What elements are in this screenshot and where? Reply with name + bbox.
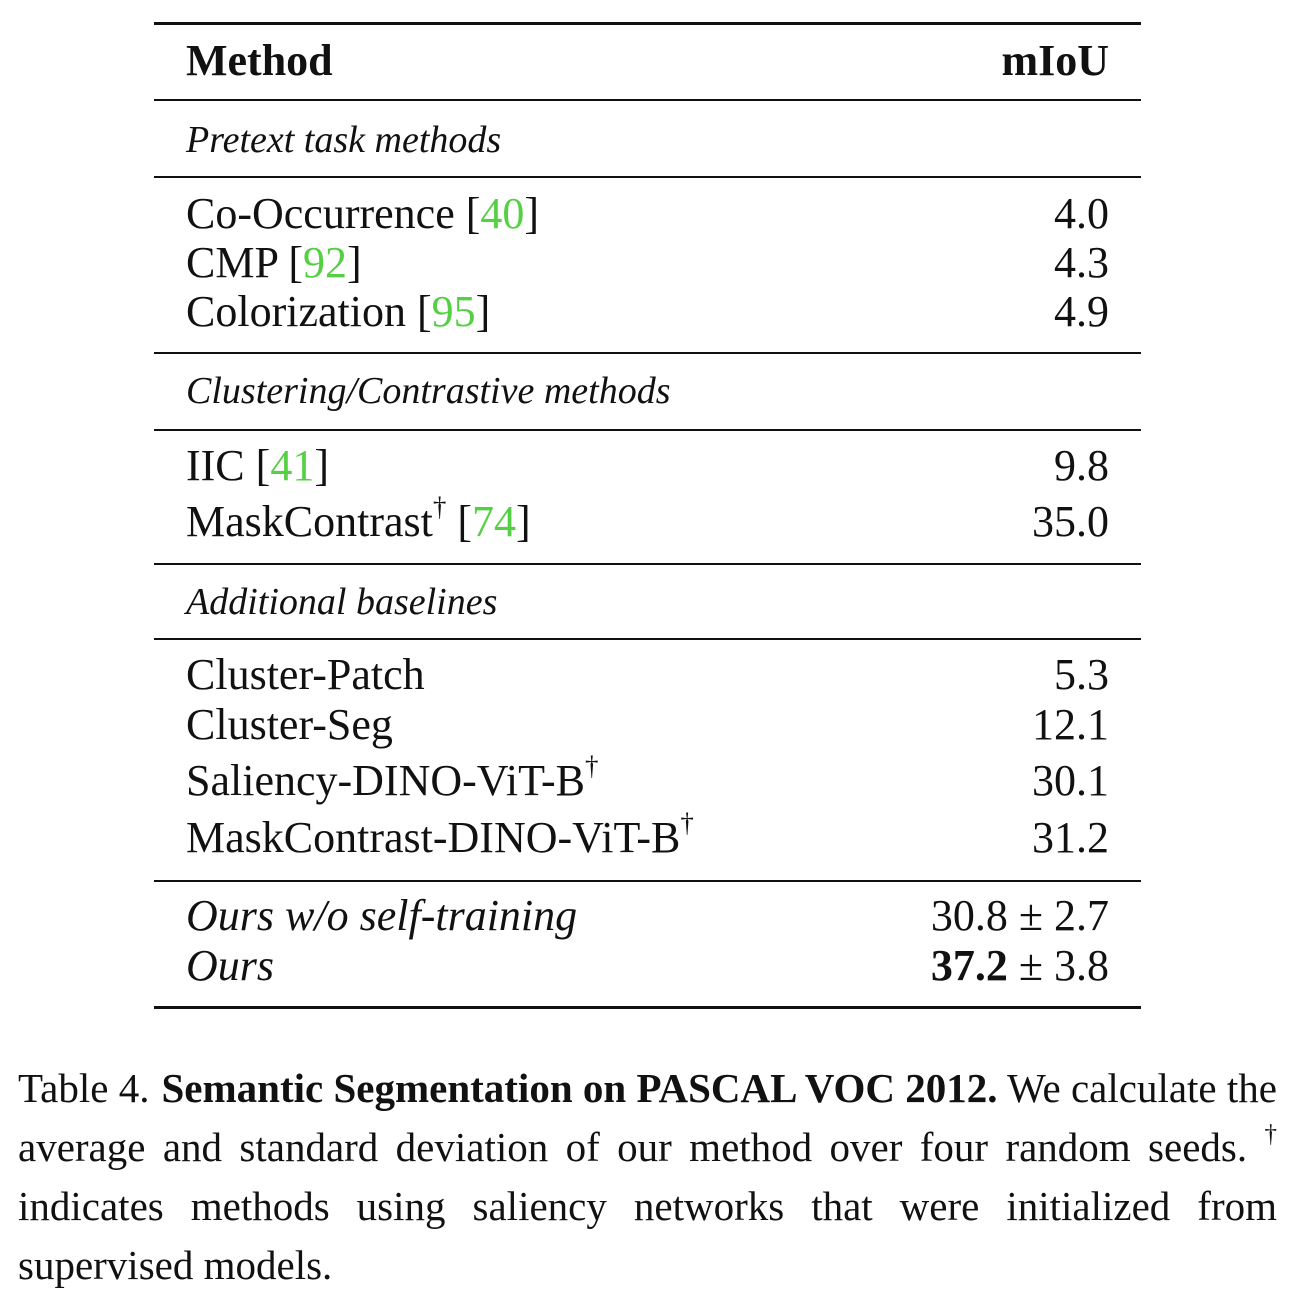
miou-value: 31.2 xyxy=(1032,813,1109,862)
group-title-pretext: Pretext task methods xyxy=(186,119,502,161)
method-name xyxy=(186,751,599,806)
ours-top-rule xyxy=(154,880,1141,882)
group-2-rule xyxy=(154,429,1141,431)
dagger-mark: † xyxy=(680,808,694,839)
header-rule xyxy=(154,99,1141,101)
method-name: Co-Occurrence [40] xyxy=(186,189,540,238)
method-label: Colorization xyxy=(186,287,406,336)
dagger-mark: † xyxy=(432,492,447,523)
method-name: Colorization [95] xyxy=(186,287,491,336)
citation-link[interactable]: 95 xyxy=(431,287,476,336)
miou-value: 35.0 xyxy=(1032,497,1109,546)
method-name: Cluster-Patch xyxy=(186,650,425,699)
method-label: MaskContrast xyxy=(186,497,433,546)
group-3-top-rule xyxy=(154,563,1141,565)
miou-value: 4.3 xyxy=(1054,238,1109,287)
ours-no-self-training-name: Ours w/o self-training xyxy=(186,891,578,940)
method-name xyxy=(186,808,694,863)
group-2-top-rule xyxy=(154,352,1141,354)
caption-title: Semantic Segmentation on PASCAL VOC 2012. xyxy=(161,1065,998,1111)
miou-std: ± 3.8 xyxy=(1007,941,1109,990)
ours-no-self-training-value xyxy=(931,891,1109,941)
group-title-clustering: Clustering/Contrastive methods xyxy=(186,370,671,412)
miou-std: ± 2.7 xyxy=(1007,891,1109,940)
caption-dagger: † xyxy=(1264,1121,1277,1149)
miou-mean: 30.8 xyxy=(930,891,1008,940)
citation-link[interactable]: 40 xyxy=(480,189,525,238)
method-name: MaskContrast† [74] xyxy=(186,492,531,546)
method-label: MaskContrast-DINO-ViT-B xyxy=(186,813,681,862)
method-label: Saliency-DINO-ViT-B xyxy=(186,756,585,805)
miou-value: 5.3 xyxy=(1054,650,1109,699)
dagger-mark: † xyxy=(585,751,599,782)
citation-link[interactable]: 41 xyxy=(270,441,315,490)
column-header-miou: mIoU xyxy=(1001,36,1109,85)
miou-value: 9.8 xyxy=(1054,441,1109,490)
citation-link[interactable]: 92 xyxy=(302,238,347,287)
citation-link[interactable]: 74 xyxy=(472,497,517,546)
miou-value: 4.0 xyxy=(1054,189,1109,238)
method-name: IIC [41] xyxy=(186,441,329,490)
miou-value: 4.9 xyxy=(1054,287,1109,336)
top-rule xyxy=(154,22,1141,25)
method-label: CMP xyxy=(186,238,278,287)
caption-text: We calculate the average and standard deviation of our method over four random seeds. xyxy=(18,1065,1277,1170)
miou-mean-best: 37.2 xyxy=(930,941,1008,990)
miou-value: 30.1 xyxy=(1032,756,1109,805)
method-name: CMP [92] xyxy=(186,238,362,287)
method-label: IIC xyxy=(186,441,245,490)
table-caption xyxy=(18,1059,1277,1295)
group-3-rule xyxy=(154,638,1141,640)
column-header-method: Method xyxy=(186,36,333,85)
ours-name: Ours xyxy=(186,941,275,990)
group-1-rule xyxy=(154,176,1141,178)
group-title-baselines: Additional baselines xyxy=(186,581,498,623)
miou-value: 12.1 xyxy=(1032,700,1109,749)
caption-label: Table 4. xyxy=(18,1065,150,1111)
method-name: Cluster-Seg xyxy=(186,700,393,749)
bottom-rule xyxy=(154,1006,1141,1009)
ours-value xyxy=(931,941,1109,991)
caption-text-2: indicates methods using saliency networks that were initialized from supervised models. xyxy=(18,1183,1277,1288)
method-label: Co-Occurrence xyxy=(186,189,455,238)
